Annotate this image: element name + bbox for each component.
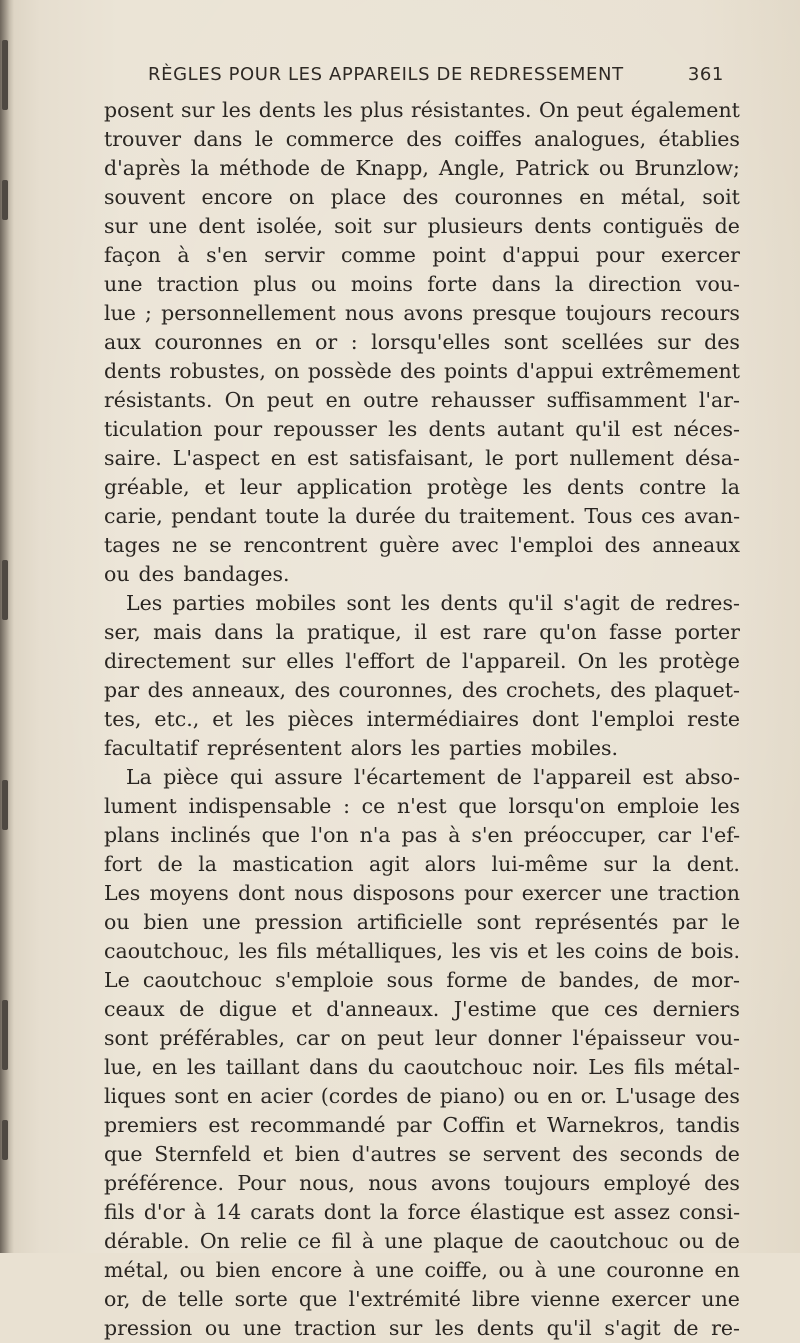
text-line: fils d'or à 14 carats dont la force élastique est assez consi- [104, 1200, 740, 1224]
text-line: liques sont en acier (cordes de piano) ou en or. L'usage des [104, 1084, 740, 1108]
text-line: lue ; personnellement nous avons presque toujours recours [104, 301, 740, 325]
text-line: sur une dent isolée, soit sur plusieurs dents contiguës de [104, 214, 740, 238]
text-line: souvent encore on place des couronnes en métal, soit [104, 185, 740, 209]
binding-thread [2, 180, 8, 220]
text-line: pression ou une traction sur les dents qu'il s'agit de re- [104, 1316, 740, 1340]
text-line: trouver dans le commerce des coiffes analogues, établies [104, 127, 740, 151]
text-line: préférence. Pour nous, nous avons toujours employé des [104, 1171, 740, 1195]
text-line: fort de la mastication agit alors lui-même sur la dent. [104, 852, 740, 876]
text-line: façon à s'en servir comme point d'appui pour exercer [104, 243, 740, 267]
text-line: ticulation pour repousser les dents autant qu'il est néces- [104, 417, 740, 441]
text-line: dents robustes, on possède des points d'appui extrêmement [104, 359, 740, 383]
text-line: aux couronnes en or : lorsqu'elles sont scellées sur des [104, 330, 740, 354]
text-line: gréable, et leur application protège les dents contre la [104, 475, 740, 499]
text-line: ou bien une pression artificielle sont représentés par le [104, 910, 740, 934]
text-line: une traction plus ou moins forte dans la direction vou- [104, 272, 740, 296]
text-line: premiers est recommandé par Coffin et Warnekros, tandis [104, 1113, 740, 1137]
text-line: sont préférables, car on peut leur donner l'épaisseur vou- [104, 1026, 740, 1050]
text-line: Les parties mobiles sont les dents qu'il s'agit de redres- [126, 591, 740, 615]
text-line: tes, etc., et les pièces intermédiaires dont l'emploi reste [104, 707, 740, 731]
text-line: posent sur les dents les plus résistantes. On peut également [104, 98, 740, 122]
body-text [104, 96, 740, 1343]
running-title: RÈGLES POUR LES APPAREILS DE REDRESSEMENT [148, 64, 624, 85]
text-line: caoutchouc, les fils métalliques, les vis et les coins de bois. [104, 939, 740, 963]
page-binding-edge [0, 0, 14, 1253]
binding-thread [2, 560, 8, 620]
text-line: ou des bandages. [104, 562, 290, 586]
text-line: dérable. On relie ce fil à une plaque de caoutchouc ou de [104, 1229, 740, 1253]
text-line: facultatif représentent alors les parties mobiles. [104, 736, 619, 760]
text-line: or, de telle sorte que l'extrémité libre vienne exercer une [104, 1287, 740, 1311]
text-line: métal, ou bien encore à une coiffe, ou à une couronne en [104, 1258, 740, 1282]
text-line: que Sternfeld et bien d'autres se servent des seconds de [104, 1142, 740, 1166]
binding-thread [2, 780, 8, 830]
text-line: lue, en les taillant dans du caoutchouc noir. Les fils métal- [104, 1055, 740, 1079]
text-line: lument indispensable : ce n'est que lorsqu'on emploie les [104, 794, 740, 818]
text-line: plans inclinés que l'on n'a pas à s'en préoccuper, car l'ef- [104, 823, 740, 847]
text-line: carie, pendant toute la durée du traitement. Tous ces avan- [104, 504, 740, 528]
page-number: 361 [687, 64, 724, 85]
text-line: saire. L'aspect en est satisfaisant, le port nullement désa- [104, 446, 740, 470]
text-line: Les moyens dont nous disposons pour exercer une traction [104, 881, 740, 905]
text-line: par des anneaux, des couronnes, des crochets, des plaquet- [104, 678, 740, 702]
binding-thread [2, 1000, 8, 1070]
text-line: tages ne se rencontrent guère avec l'emploi des anneaux [104, 533, 740, 557]
binding-thread [2, 40, 8, 110]
text-line: ser, mais dans la pratique, il est rare qu'on fasse porter [104, 620, 740, 644]
running-header [148, 64, 724, 88]
binding-thread [2, 1120, 8, 1160]
text-line: résistants. On peut en outre rehausser suffisamment l'ar- [104, 388, 740, 412]
text-line: La pièce qui assure l'écartement de l'appareil est abso- [126, 765, 740, 789]
text-line: d'après la méthode de Knapp, Angle, Patrick ou Brunzlow; [104, 156, 740, 180]
text-line: ceaux de digue et d'anneaux. J'estime que ces derniers [104, 997, 740, 1021]
text-line: directement sur elles l'effort de l'appareil. On les protège [104, 649, 740, 673]
text-line: Le caoutchouc s'emploie sous forme de bandes, de mor- [104, 968, 740, 992]
